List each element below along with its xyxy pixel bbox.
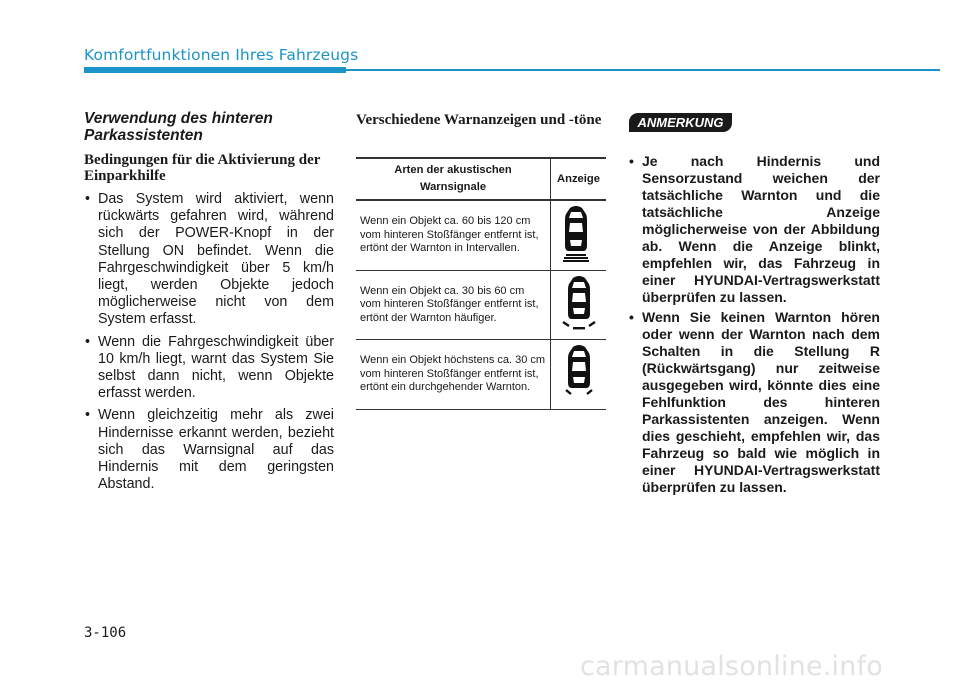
page-number: 3-106 bbox=[84, 625, 127, 641]
car-rear-sensor-far-icon bbox=[559, 204, 593, 262]
condition-list bbox=[84, 191, 334, 493]
list-item: • Wenn Sie keinen Warnton hören oder wenn der Warnton nach dem Schalten in die Stellung R (Rückwärtsgang) nur zeitweise ausgegeben wird, könnte dies eine Fehlfunktion des hinteren Parkassistenten anzeigen. Wenn dies geschieht, empfehlen wir, das Fahrzeug so bald wie möglich in einer HYUNDAI-Vertragswerkstatt überprüfen zu lassen. bbox=[628, 309, 880, 496]
header-rule bbox=[346, 69, 940, 71]
table-row bbox=[356, 200, 606, 270]
car-rear-sensor-mid-icon bbox=[559, 274, 599, 332]
table-heading: Verschiedene Warnanzeigen und -töne bbox=[356, 112, 602, 128]
note-list bbox=[628, 153, 880, 496]
column-header-signals: Arten der akustischen Warnsignale bbox=[356, 158, 551, 200]
car-rear-sensor-near-icon bbox=[559, 343, 599, 401]
list-item: • Je nach Hindernis und Sensorzustand weichen der tatsächliche Warnton und die tatsächliche Anzeige möglicherweise von der Abbildung ab. Wenn die Anzeige blinkt, empfehlen wir, das Fahrzeug in einer HYUNDAI-Vertragswerkstatt überprüfen zu lassen. bbox=[628, 153, 880, 306]
table-cell-description: Wenn ein Objekt ca. 60 bis 120 cm vom hinteren Stoßfänger entfernt ist, ertönt der Warnton in Intervallen. bbox=[356, 200, 551, 270]
section-heading: Verwendung des hinteren Parkassistenten bbox=[84, 110, 273, 144]
note-badge: ANMERKUNG bbox=[629, 113, 732, 132]
sub-heading: Bedingungen für die Aktivierung der Einparkhilfe bbox=[84, 152, 321, 184]
right-column bbox=[628, 146, 880, 499]
left-column bbox=[84, 110, 334, 498]
table-row bbox=[356, 340, 606, 410]
header-accent-bar bbox=[84, 67, 346, 73]
warning-table bbox=[356, 157, 606, 410]
table-cell-description: Wenn ein Objekt ca. 30 bis 60 cm vom hinteren Stoßfänger entfernt ist, ertönt der Warnton häufiger. bbox=[356, 270, 551, 340]
section-header-title: Komfortfunktionen Ihres Fahrzeugs bbox=[84, 46, 359, 64]
table-cell-indicator bbox=[551, 340, 607, 410]
table-cell-indicator bbox=[551, 270, 607, 340]
table-cell-indicator bbox=[551, 200, 607, 270]
middle-column bbox=[356, 112, 606, 128]
list-item: • Wenn gleichzeitig mehr als zwei Hindernisse erkannt werden, bezieht sich das Warnsignal auf das Hindernis mit dem geringsten Abstand. bbox=[84, 407, 334, 493]
column-header-display: Anzeige bbox=[551, 158, 607, 200]
table-cell-description: Wenn ein Objekt höchstens ca. 30 cm vom hinteren Stoßfänger entfernt ist, ertönt ein durchgehender Warnton. bbox=[356, 340, 551, 410]
list-item: • Wenn die Fahrgeschwindigkeit über 10 km/h liegt, warnt das System Sie selbst dann nicht, wenn Objekte erfasst werden. bbox=[84, 334, 334, 403]
watermark: carmanualsonline.info bbox=[580, 651, 883, 682]
table-header-row bbox=[356, 158, 606, 200]
table-row bbox=[356, 270, 606, 340]
list-item: • Das System wird aktiviert, wenn rückwärts gefahren wird, während sich der POWER-Knopf in der Stellung ON befindet. Wenn die Fahrgeschwindigkeit über 5 km/h liegt, werden Objekte jedoch möglicherweise nicht von dem System erfasst. bbox=[84, 191, 334, 329]
